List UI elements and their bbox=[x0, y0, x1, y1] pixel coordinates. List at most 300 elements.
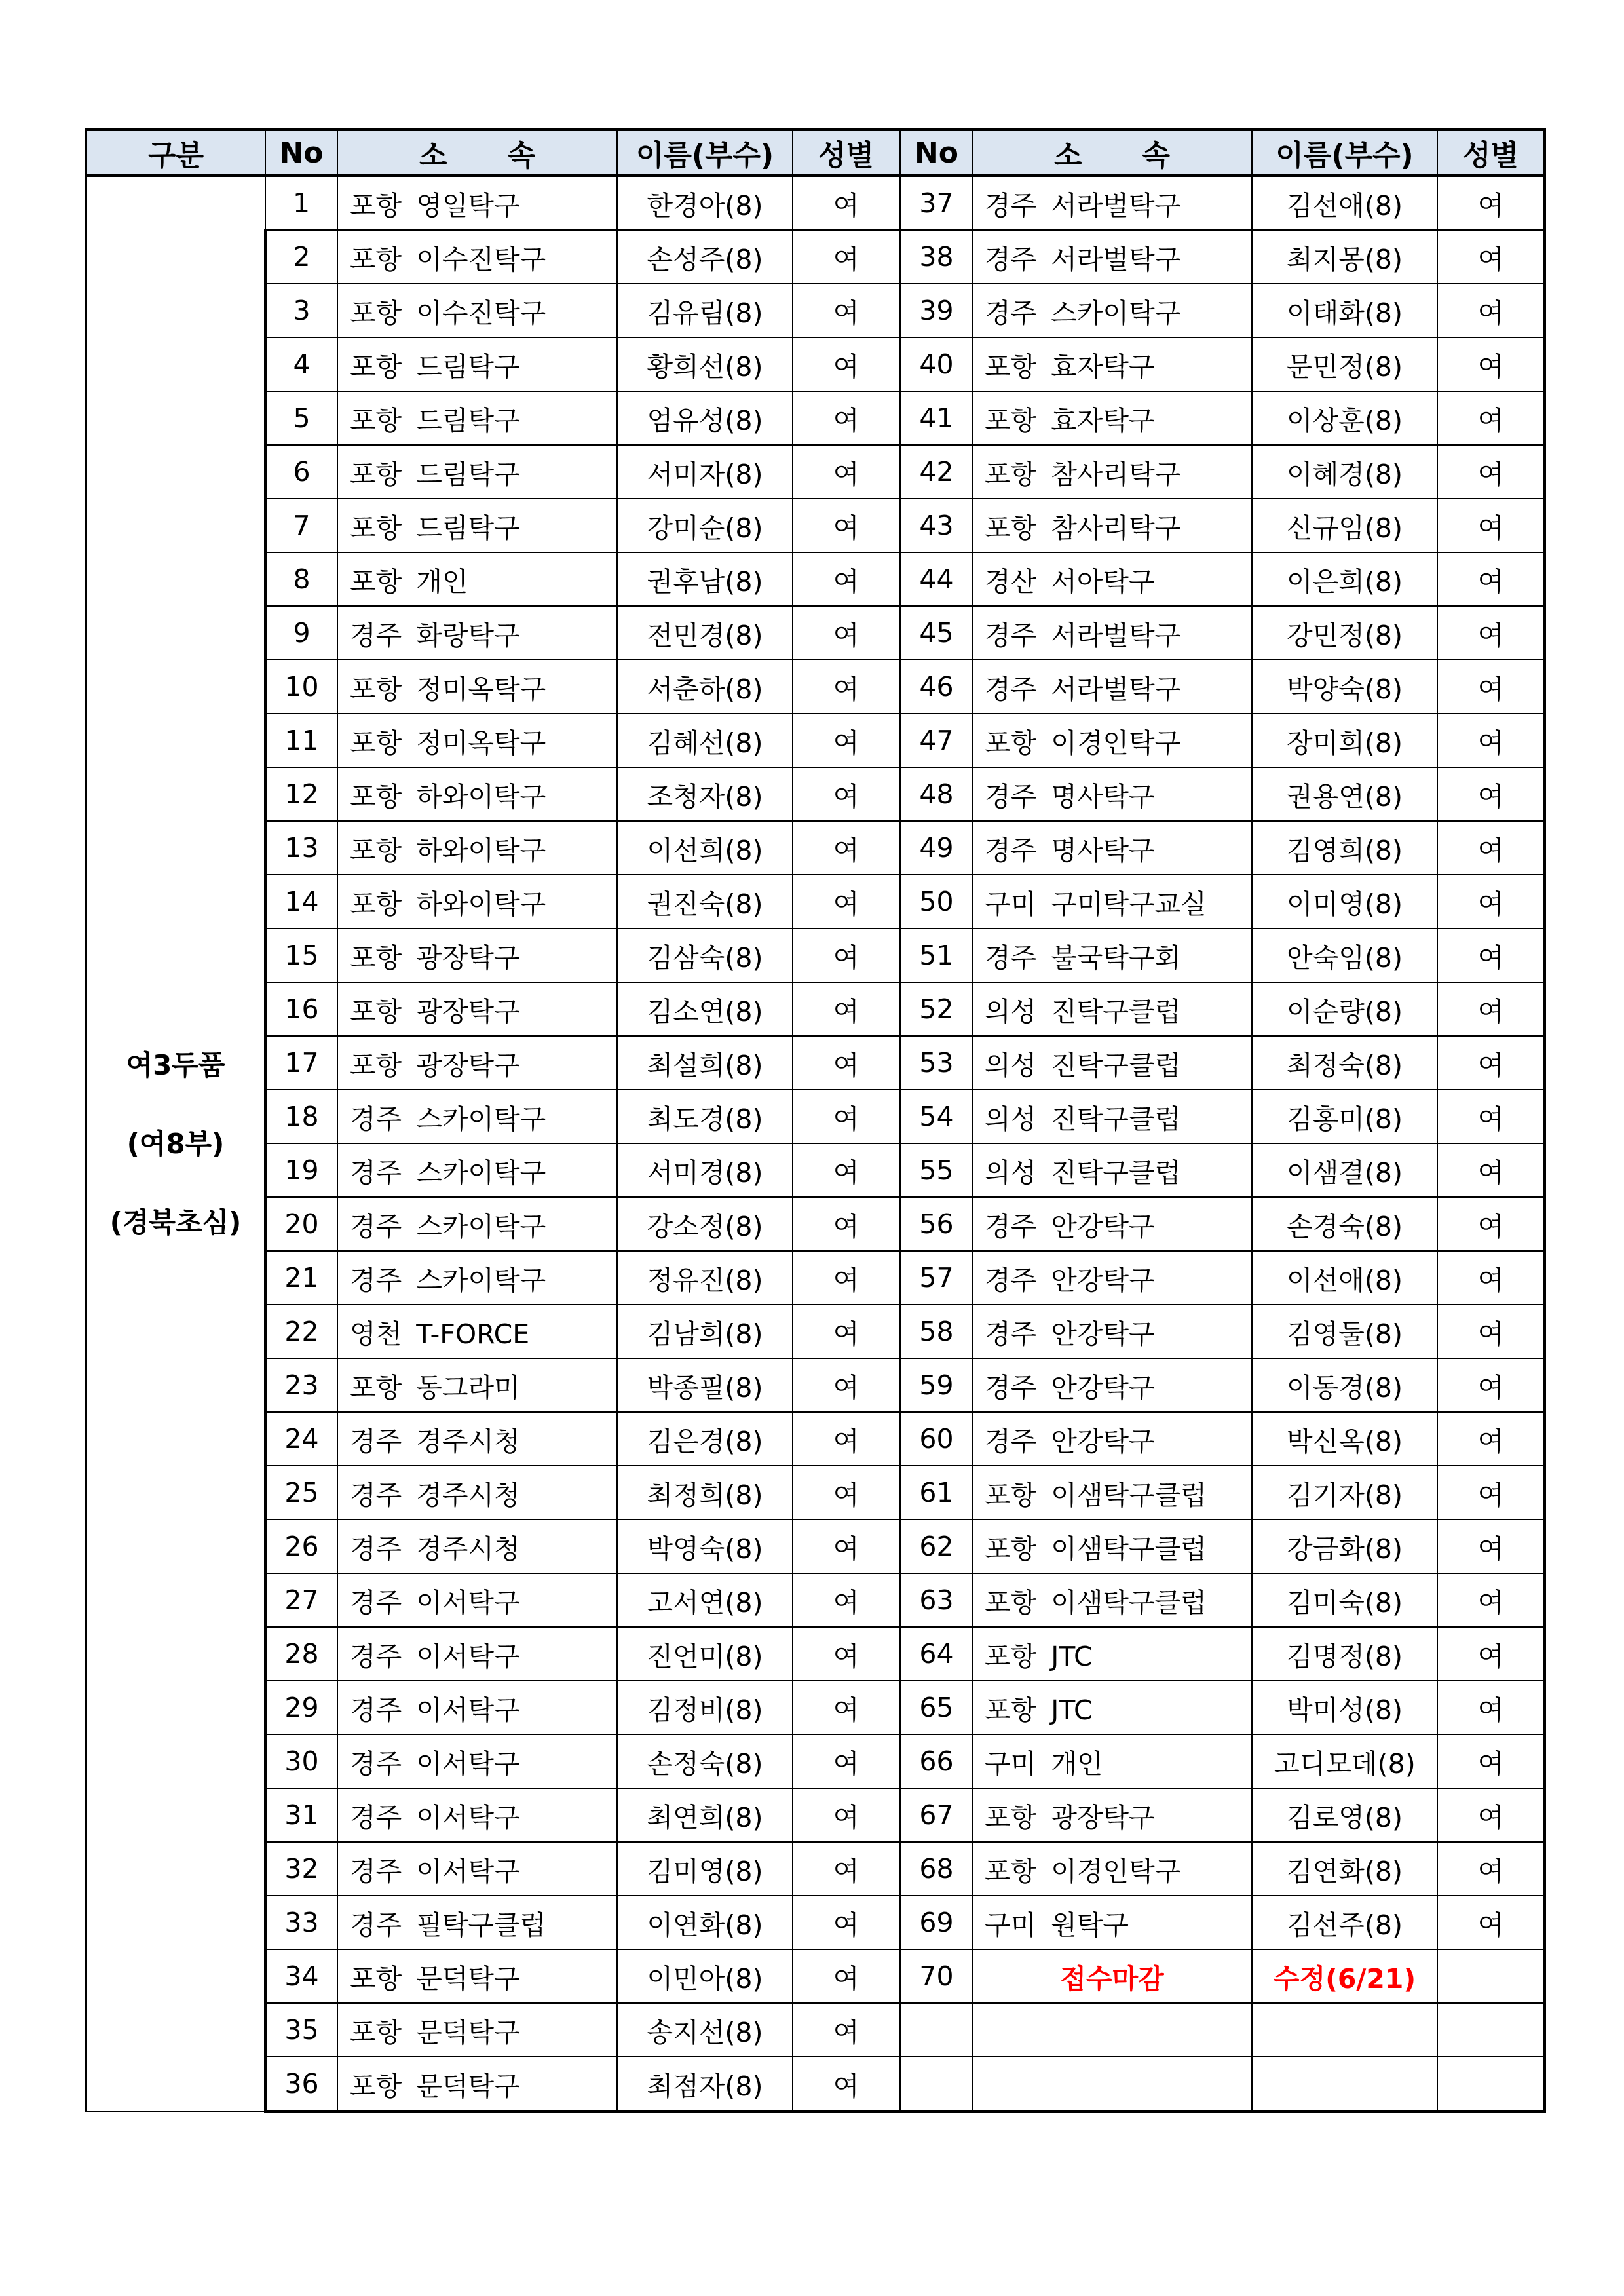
no-cell: 24 bbox=[265, 1412, 337, 1466]
club-name: 효자탁구 bbox=[1051, 351, 1155, 383]
table-row bbox=[86, 230, 1545, 284]
club-city: 경주 bbox=[350, 1586, 402, 1618]
club-name: 이서탁구 bbox=[416, 1586, 520, 1618]
no-cell: 2 bbox=[265, 230, 337, 284]
no-cell: 10 bbox=[265, 660, 337, 714]
empty-cell bbox=[900, 2003, 972, 2057]
club-name: 진탁구클럽 bbox=[1051, 1049, 1181, 1081]
gender-cell: 여 bbox=[793, 1466, 900, 1520]
name-cell: 고디모데(8) bbox=[1252, 1734, 1437, 1788]
club-city: 포항 bbox=[350, 404, 402, 436]
club-cell bbox=[337, 1305, 617, 1358]
club-city: 경산 bbox=[985, 565, 1037, 598]
name-cell: 이민아(8) bbox=[617, 1949, 793, 2003]
gender-cell: 여 bbox=[793, 1036, 900, 1090]
name-cell: 최점자(8) bbox=[617, 2057, 793, 2111]
no-cell: 9 bbox=[265, 606, 337, 660]
club-city: 포항 bbox=[985, 351, 1037, 383]
club-name: 이수진탁구 bbox=[416, 243, 546, 275]
club-cell bbox=[337, 1143, 617, 1197]
name-cell: 최설희(8) bbox=[617, 1036, 793, 1090]
no-cell: 52 bbox=[900, 982, 972, 1036]
no-cell: 69 bbox=[900, 1896, 972, 1949]
gender-cell: 여 bbox=[793, 337, 900, 391]
club-cell bbox=[337, 1842, 617, 1896]
gender-cell: 여 bbox=[1437, 1412, 1545, 1466]
club-city: 포항 bbox=[350, 888, 402, 920]
gender-cell: 여 bbox=[1437, 552, 1545, 606]
club-city: 경주 bbox=[985, 1371, 1037, 1404]
club-name: 원탁구 bbox=[1051, 1909, 1129, 1941]
club-city: 포항 bbox=[350, 565, 402, 598]
no-cell: 33 bbox=[265, 1896, 337, 1949]
club-cell bbox=[337, 2003, 617, 2057]
club-name: 이샘탁구클럽 bbox=[1051, 1533, 1207, 1565]
gender-cell: 여 bbox=[793, 1090, 900, 1143]
club-city: 포항 bbox=[350, 1962, 402, 1995]
club-name: 개인 bbox=[1051, 1748, 1103, 1780]
club-city: 포항 bbox=[350, 297, 402, 329]
club-cell bbox=[337, 606, 617, 660]
club-cell bbox=[972, 1573, 1252, 1627]
table-row bbox=[86, 499, 1545, 552]
gender-cell: 여 bbox=[793, 391, 900, 445]
club-cell bbox=[972, 821, 1252, 875]
no-cell: 32 bbox=[265, 1842, 337, 1896]
no-cell: 50 bbox=[900, 875, 972, 928]
name-cell: 문민정(8) bbox=[1252, 337, 1437, 391]
club-city: 포항 bbox=[350, 780, 402, 813]
club-cell bbox=[337, 928, 617, 982]
name-cell: 이혜경(8) bbox=[1252, 445, 1437, 499]
club-cell bbox=[972, 1251, 1252, 1305]
name-cell: 이순량(8) bbox=[1252, 982, 1437, 1036]
club-cell bbox=[972, 1412, 1252, 1466]
no-cell: 61 bbox=[900, 1466, 972, 1520]
name-cell: 손경숙(8) bbox=[1252, 1197, 1437, 1251]
empty-cell bbox=[972, 2003, 1252, 2057]
gender-cell: 여 bbox=[793, 1197, 900, 1251]
club-city: 의성 bbox=[985, 1103, 1037, 1135]
no-cell: 3 bbox=[265, 284, 337, 337]
gender-cell: 여 bbox=[1437, 1251, 1545, 1305]
club-city: 경주 bbox=[985, 1210, 1037, 1242]
club-name: 화랑탁구 bbox=[416, 619, 520, 651]
club-name: 하와이탁구 bbox=[416, 780, 546, 813]
no-cell: 8 bbox=[265, 552, 337, 606]
club-cell bbox=[337, 767, 617, 821]
gender-cell: 여 bbox=[1437, 1734, 1545, 1788]
name-cell: 김남희(8) bbox=[617, 1305, 793, 1358]
club-cell bbox=[337, 1520, 617, 1573]
table-row bbox=[86, 1734, 1545, 1788]
club-city: 경주 bbox=[350, 1157, 402, 1189]
no-cell: 5 bbox=[265, 391, 337, 445]
gender-cell: 여 bbox=[793, 445, 900, 499]
club-name: 이샘탁구클럽 bbox=[1051, 1479, 1207, 1511]
table-row bbox=[86, 2003, 1545, 2057]
name-cell: 박양숙(8) bbox=[1252, 660, 1437, 714]
club-city: 포항 bbox=[985, 458, 1037, 490]
club-cell bbox=[337, 337, 617, 391]
no-cell: 13 bbox=[265, 821, 337, 875]
no-cell: 55 bbox=[900, 1143, 972, 1197]
name-cell: 서춘하(8) bbox=[617, 660, 793, 714]
club-city: 경주 bbox=[350, 1694, 402, 1726]
club-name: 이샘탁구클럽 bbox=[1051, 1586, 1207, 1618]
name-cell: 송지선(8) bbox=[617, 2003, 793, 2057]
name-cell: 이선희(8) bbox=[617, 821, 793, 875]
club-name: 하와이탁구 bbox=[416, 834, 546, 866]
name-cell: 강미순(8) bbox=[617, 499, 793, 552]
club-cell bbox=[972, 1466, 1252, 1520]
gender-cell: 여 bbox=[793, 2057, 900, 2111]
club-name: 정미옥탁구 bbox=[416, 673, 546, 705]
name-cell: 최정숙(8) bbox=[1252, 1036, 1437, 1090]
club-city: 포항 bbox=[985, 1533, 1037, 1565]
club-cell bbox=[972, 1788, 1252, 1842]
club-cell bbox=[337, 1896, 617, 1949]
club-cell bbox=[337, 176, 617, 230]
no-cell: 48 bbox=[900, 767, 972, 821]
club-city: 포항 bbox=[350, 1049, 402, 1081]
table-row bbox=[86, 2057, 1545, 2111]
no-cell: 44 bbox=[900, 552, 972, 606]
gender-cell: 여 bbox=[793, 1949, 900, 2003]
club-cell bbox=[972, 176, 1252, 230]
club-city: 경주 bbox=[985, 1318, 1037, 1350]
name-cell: 최지몽(8) bbox=[1252, 230, 1437, 284]
gender-cell: 여 bbox=[793, 1520, 900, 1573]
no-cell: 29 bbox=[265, 1681, 337, 1734]
no-cell: 49 bbox=[900, 821, 972, 875]
name-cell: 손정숙(8) bbox=[617, 1734, 793, 1788]
gender-cell: 여 bbox=[793, 176, 900, 230]
club-city: 포항 bbox=[350, 673, 402, 705]
category-label: 여3두품 bbox=[126, 1048, 225, 1081]
club-name: 이서탁구 bbox=[416, 1640, 520, 1672]
club-cell bbox=[972, 499, 1252, 552]
no-cell: 35 bbox=[265, 2003, 337, 2057]
empty-cell bbox=[1437, 1949, 1545, 2003]
gender-cell: 여 bbox=[1437, 230, 1545, 284]
gender-cell: 여 bbox=[793, 1627, 900, 1681]
gender-cell: 여 bbox=[1437, 1197, 1545, 1251]
club-cell bbox=[337, 982, 617, 1036]
club-cell bbox=[972, 767, 1252, 821]
gender-cell: 여 bbox=[1437, 875, 1545, 928]
club-cell bbox=[337, 1036, 617, 1090]
name-cell: 신규임(8) bbox=[1252, 499, 1437, 552]
club-city: 경주 bbox=[350, 1533, 402, 1565]
club-city: 경주 bbox=[985, 834, 1037, 866]
no-cell: 65 bbox=[900, 1681, 972, 1734]
name-cell: 강금화(8) bbox=[1252, 1520, 1437, 1573]
name-cell: 김은경(8) bbox=[617, 1412, 793, 1466]
gender-cell: 여 bbox=[793, 230, 900, 284]
name-cell: 김로영(8) bbox=[1252, 1788, 1437, 1842]
name-cell: 박종필(8) bbox=[617, 1358, 793, 1412]
gender-cell: 여 bbox=[1437, 714, 1545, 767]
club-city: 포항 bbox=[350, 942, 402, 974]
club-name: JTC bbox=[1051, 1694, 1093, 1726]
no-cell: 40 bbox=[900, 337, 972, 391]
club-cell bbox=[972, 552, 1252, 606]
club-cell bbox=[337, 714, 617, 767]
no-cell: 16 bbox=[265, 982, 337, 1036]
name-cell: 강민정(8) bbox=[1252, 606, 1437, 660]
club-cell bbox=[972, 928, 1252, 982]
club-cell bbox=[337, 1734, 617, 1788]
club-cell bbox=[337, 1090, 617, 1143]
no-cell: 22 bbox=[265, 1305, 337, 1358]
name-cell: 조청자(8) bbox=[617, 767, 793, 821]
name-cell: 황희선(8) bbox=[617, 337, 793, 391]
club-city: 포항 bbox=[350, 834, 402, 866]
club-name: T-FORCE bbox=[416, 1318, 530, 1350]
club-cell bbox=[337, 1788, 617, 1842]
no-cell: 11 bbox=[265, 714, 337, 767]
club-name: 경주시청 bbox=[416, 1425, 520, 1457]
no-cell: 26 bbox=[265, 1520, 337, 1573]
table-row bbox=[86, 1197, 1545, 1251]
club-name: 이서탁구 bbox=[416, 1694, 520, 1726]
table-row bbox=[86, 1090, 1545, 1143]
gender-cell: 여 bbox=[793, 552, 900, 606]
gender-cell: 여 bbox=[1437, 928, 1545, 982]
club-name: 효자탁구 bbox=[1051, 404, 1155, 436]
gender-cell: 여 bbox=[793, 499, 900, 552]
club-cell bbox=[972, 1305, 1252, 1358]
club-cell bbox=[337, 552, 617, 606]
club-city: 경주 bbox=[350, 1425, 402, 1457]
gender-cell: 여 bbox=[1437, 767, 1545, 821]
registration-table bbox=[85, 128, 1546, 2113]
no-cell: 30 bbox=[265, 1734, 337, 1788]
club-cell bbox=[972, 1036, 1252, 1090]
club-city: 포항 bbox=[350, 2016, 402, 2048]
club-city: 포항 bbox=[350, 351, 402, 383]
club-city: 포항 bbox=[350, 189, 402, 221]
club-cell bbox=[337, 391, 617, 445]
gender-cell: 여 bbox=[1437, 1842, 1545, 1896]
no-cell: 41 bbox=[900, 391, 972, 445]
name-cell: 정유진(8) bbox=[617, 1251, 793, 1305]
no-cell: 15 bbox=[265, 928, 337, 982]
name-cell: 박미성(8) bbox=[1252, 1681, 1437, 1734]
name-cell: 김선주(8) bbox=[1252, 1896, 1437, 1949]
club-cell bbox=[337, 1197, 617, 1251]
club-city: 포항 bbox=[350, 2070, 402, 2102]
no-cell: 12 bbox=[265, 767, 337, 821]
no-cell: 20 bbox=[265, 1197, 337, 1251]
closed-notice: 접수마감 bbox=[972, 1949, 1252, 2003]
club-name: 스카이탁구 bbox=[1051, 297, 1181, 329]
gender-cell: 여 bbox=[793, 1788, 900, 1842]
no-cell: 6 bbox=[265, 445, 337, 499]
club-name: 동그라미 bbox=[416, 1371, 520, 1404]
gender-cell: 여 bbox=[1437, 1305, 1545, 1358]
name-cell: 김소연(8) bbox=[617, 982, 793, 1036]
no-cell: 27 bbox=[265, 1573, 337, 1627]
no-cell: 7 bbox=[265, 499, 337, 552]
name-cell: 서미경(8) bbox=[617, 1143, 793, 1197]
no-cell: 1 bbox=[265, 176, 337, 230]
club-cell bbox=[337, 1573, 617, 1627]
no-cell: 17 bbox=[265, 1036, 337, 1090]
club-cell bbox=[337, 1251, 617, 1305]
club-name: 문덕탁구 bbox=[416, 2070, 520, 2102]
club-cell bbox=[337, 1949, 617, 2003]
club-name: 진탁구클럽 bbox=[1051, 995, 1181, 1027]
club-name: 명사탁구 bbox=[1051, 834, 1155, 866]
table-row bbox=[86, 284, 1545, 337]
name-cell: 서미자(8) bbox=[617, 445, 793, 499]
club-city: 경주 bbox=[350, 1103, 402, 1135]
no-cell: 47 bbox=[900, 714, 972, 767]
no-cell: 53 bbox=[900, 1036, 972, 1090]
club-city: 경주 bbox=[985, 619, 1037, 651]
club-name: 광장탁구 bbox=[416, 995, 520, 1027]
no-cell: 46 bbox=[900, 660, 972, 714]
name-cell: 한경아(8) bbox=[617, 176, 793, 230]
gender-cell: 여 bbox=[1437, 1358, 1545, 1412]
gender-cell: 여 bbox=[1437, 821, 1545, 875]
gender-cell: 여 bbox=[1437, 284, 1545, 337]
table-row bbox=[86, 1573, 1545, 1627]
club-name: 드림탁구 bbox=[416, 351, 520, 383]
gender-cell: 여 bbox=[1437, 1036, 1545, 1090]
no-cell: 39 bbox=[900, 284, 972, 337]
club-name: 광장탁구 bbox=[1051, 1801, 1155, 1833]
header-gender-right: 성별 bbox=[1437, 130, 1545, 176]
name-cell: 권용연(8) bbox=[1252, 767, 1437, 821]
club-cell bbox=[972, 660, 1252, 714]
club-name: 개인 bbox=[416, 565, 468, 598]
gender-cell: 여 bbox=[793, 284, 900, 337]
gender-cell: 여 bbox=[1437, 337, 1545, 391]
club-name: 스카이탁구 bbox=[416, 1264, 546, 1296]
no-cell: 56 bbox=[900, 1197, 972, 1251]
table-row bbox=[86, 1520, 1545, 1573]
club-city: 포항 bbox=[985, 1694, 1037, 1726]
club-city: 포항 bbox=[985, 1479, 1037, 1511]
club-city: 포항 bbox=[350, 727, 402, 759]
club-cell bbox=[337, 1627, 617, 1681]
table-row bbox=[86, 1896, 1545, 1949]
club-city: 경주 bbox=[350, 1264, 402, 1296]
no-cell: 28 bbox=[265, 1627, 337, 1681]
gender-cell: 여 bbox=[1437, 982, 1545, 1036]
header-club: 소 속 bbox=[337, 130, 617, 176]
no-cell: 60 bbox=[900, 1412, 972, 1466]
name-cell: 김홍미(8) bbox=[1252, 1090, 1437, 1143]
no-cell: 18 bbox=[265, 1090, 337, 1143]
gender-cell: 여 bbox=[793, 767, 900, 821]
empty-cell bbox=[1437, 2003, 1545, 2057]
club-city: 경주 bbox=[985, 297, 1037, 329]
name-cell: 김기자(8) bbox=[1252, 1466, 1437, 1520]
gender-cell: 여 bbox=[1437, 606, 1545, 660]
table-row bbox=[86, 1681, 1545, 1734]
club-cell bbox=[972, 445, 1252, 499]
gender-cell: 여 bbox=[793, 1842, 900, 1896]
club-city: 경주 bbox=[985, 189, 1037, 221]
club-cell bbox=[337, 875, 617, 928]
header-club-right: 소 속 bbox=[972, 130, 1252, 176]
club-cell bbox=[972, 1090, 1252, 1143]
table-row bbox=[86, 660, 1545, 714]
empty-cell bbox=[1252, 2003, 1437, 2057]
club-name: 이서탁구 bbox=[416, 1801, 520, 1833]
table-row bbox=[86, 875, 1545, 928]
club-cell bbox=[337, 660, 617, 714]
table-row bbox=[86, 714, 1545, 767]
no-cell: 31 bbox=[265, 1788, 337, 1842]
club-cell bbox=[972, 982, 1252, 1036]
club-name: 이서탁구 bbox=[416, 1855, 520, 1887]
no-cell: 68 bbox=[900, 1842, 972, 1896]
club-cell bbox=[972, 714, 1252, 767]
club-city: 포항 bbox=[985, 1640, 1037, 1672]
name-cell: 최연희(8) bbox=[617, 1788, 793, 1842]
club-cell bbox=[337, 821, 617, 875]
name-cell: 김유림(8) bbox=[617, 284, 793, 337]
club-city: 포항 bbox=[985, 1586, 1037, 1618]
name-cell: 김명정(8) bbox=[1252, 1627, 1437, 1681]
club-cell bbox=[337, 445, 617, 499]
name-cell: 이연화(8) bbox=[617, 1896, 793, 1949]
club-city: 포항 bbox=[350, 458, 402, 490]
club-city: 경주 bbox=[350, 1640, 402, 1672]
gender-cell: 여 bbox=[793, 1734, 900, 1788]
club-city: 경주 bbox=[350, 1748, 402, 1780]
table-row bbox=[86, 1358, 1545, 1412]
name-cell: 권후남(8) bbox=[617, 552, 793, 606]
no-cell: 19 bbox=[265, 1143, 337, 1197]
gender-cell: 여 bbox=[1437, 1520, 1545, 1573]
club-name: 서라벌탁구 bbox=[1051, 673, 1181, 705]
no-cell: 58 bbox=[900, 1305, 972, 1358]
name-cell: 엄유성(8) bbox=[617, 391, 793, 445]
club-city: 포항 bbox=[350, 995, 402, 1027]
gender-cell: 여 bbox=[1437, 1788, 1545, 1842]
club-name: 안강탁구 bbox=[1051, 1371, 1155, 1404]
club-name: 스카이탁구 bbox=[416, 1210, 546, 1242]
header-name-right: 이름(부수) bbox=[1252, 130, 1437, 176]
club-cell bbox=[972, 1197, 1252, 1251]
club-name: 안강탁구 bbox=[1051, 1264, 1155, 1296]
table-row bbox=[86, 767, 1545, 821]
club-cell bbox=[972, 1143, 1252, 1197]
club-city: 경주 bbox=[350, 1855, 402, 1887]
club-name: 서라벌탁구 bbox=[1051, 189, 1181, 221]
table-row bbox=[86, 1143, 1545, 1197]
empty-cell bbox=[972, 2057, 1252, 2111]
table-row bbox=[86, 552, 1545, 606]
gender-cell: 여 bbox=[793, 1896, 900, 1949]
no-cell: 34 bbox=[265, 1949, 337, 2003]
club-city: 경주 bbox=[985, 673, 1037, 705]
table-row bbox=[86, 445, 1545, 499]
club-city: 포항 bbox=[985, 1801, 1037, 1833]
club-city: 경주 bbox=[350, 619, 402, 651]
club-city: 포항 bbox=[350, 512, 402, 544]
club-name: 구미탁구교실 bbox=[1051, 888, 1207, 920]
gender-cell: 여 bbox=[793, 1358, 900, 1412]
category-label: (경북초심) bbox=[109, 1206, 242, 1238]
gender-cell: 여 bbox=[1437, 660, 1545, 714]
